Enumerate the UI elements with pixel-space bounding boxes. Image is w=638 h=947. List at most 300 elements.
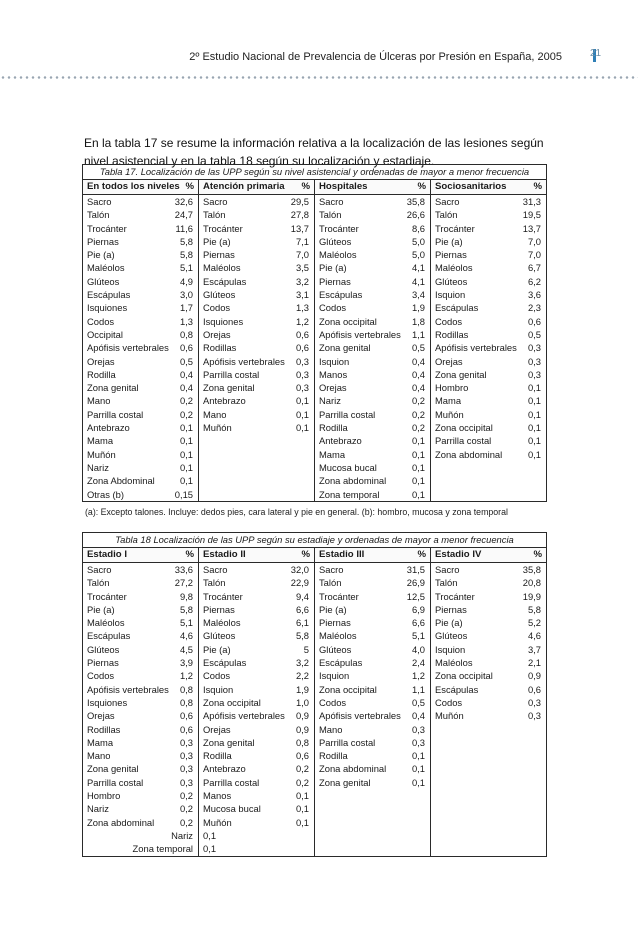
location-label: Pie (a) — [87, 603, 115, 615]
percent-value: 0,2 — [179, 790, 193, 802]
column-header — [431, 180, 546, 195]
table-18-caption: Tabla 18 Localización de las UPP según su estadiaje y ordenadas de mayor a menor frecuencia — [82, 532, 547, 547]
table-row — [199, 576, 314, 589]
location-label: Parrilla costal — [87, 408, 144, 420]
location-label: Pie (a) — [203, 235, 231, 247]
location-label: Apófisis vertebrales — [203, 710, 285, 722]
percent-value: 33,6 — [174, 564, 193, 575]
percent-value: 32,0 — [290, 564, 309, 575]
table-row — [315, 341, 430, 354]
location-label: Sacro — [319, 196, 344, 207]
table-row — [199, 643, 314, 656]
table-row — [315, 434, 430, 447]
column-unit: % — [417, 181, 426, 192]
table-row — [199, 301, 314, 314]
column-title: Estadio I — [87, 549, 127, 560]
table-row — [431, 434, 546, 447]
percent-value: 4,6 — [179, 630, 193, 642]
location-label: Occipital — [87, 328, 123, 340]
location-label: Muñón — [203, 816, 232, 828]
table-row — [199, 723, 314, 736]
location-label: Talón — [435, 209, 458, 221]
percent-value: 6,6 — [295, 603, 309, 615]
location-label: Maléolos — [319, 630, 357, 642]
location-label: Apófisis vertebrales — [319, 710, 401, 722]
location-label: Zona abdominal — [319, 475, 387, 487]
percent-value: 5 — [303, 643, 309, 655]
percent-value: 5,1 — [179, 262, 193, 274]
percent-value: 0,2 — [179, 803, 193, 815]
location-label: Rodillas — [203, 342, 237, 354]
column-unit: % — [533, 181, 542, 192]
percent-value: 3,2 — [295, 657, 309, 669]
percent-value: 0,3 — [295, 355, 309, 367]
intro-paragraph: En la tabla 17 se resume la información relativa a la localización de las lesiones según nivel asistencial y en la tabla 18 según su localización y estadiaje. — [84, 136, 544, 168]
location-label: Piernas — [319, 617, 351, 629]
percent-value: 0,2 — [179, 816, 193, 828]
column-title: Estadio IV — [435, 549, 482, 560]
percent-value: 0,5 — [411, 342, 425, 354]
location-label: Zona temporal — [319, 488, 380, 500]
table-row — [199, 222, 314, 235]
location-label: Trocánter — [203, 590, 243, 602]
location-label: Zona Abdominal — [87, 475, 155, 487]
location-label: Isquion — [435, 289, 466, 301]
table-row — [431, 802, 546, 815]
table-row — [315, 195, 430, 208]
table-row — [431, 301, 546, 314]
percent-value: 0,1 — [295, 395, 309, 407]
location-label: Isquiones — [87, 696, 128, 708]
table-row — [83, 842, 198, 855]
table-row — [83, 235, 198, 248]
percent-value: 0,1 — [411, 488, 425, 500]
table-row — [83, 603, 198, 616]
table-row — [199, 261, 314, 274]
percent-value: 7,0 — [295, 249, 309, 261]
percent-value: 0,6 — [295, 328, 309, 340]
table-row — [431, 643, 546, 656]
table-row — [315, 394, 430, 407]
percent-value: 3,7 — [527, 643, 541, 655]
percent-value: 0,3 — [179, 750, 193, 762]
table-row — [83, 629, 198, 642]
percent-value — [307, 842, 309, 855]
location-label: Mano — [319, 723, 343, 735]
percent-value: 0,4 — [179, 368, 193, 380]
percent-value: 0,1 — [411, 448, 425, 460]
location-label: Escápulas — [203, 275, 247, 287]
percent-value: 27,8 — [290, 209, 309, 221]
percent-value: 0,3 — [527, 342, 541, 354]
table-row — [199, 355, 314, 368]
percent-value: 5,1 — [411, 630, 425, 642]
percent-value: 3,5 — [295, 262, 309, 274]
table-row — [83, 474, 198, 487]
table-row — [431, 736, 546, 749]
location-label: Mano — [87, 395, 111, 407]
percent-value: 4,6 — [527, 630, 541, 642]
column-unit: % — [185, 181, 194, 192]
location-label: Mucosa bucal — [203, 803, 261, 815]
location-label: Mama — [319, 448, 346, 460]
table17-column — [314, 180, 430, 501]
percent-value: 0,3 — [295, 382, 309, 394]
percent-value: 0,3 — [411, 736, 425, 748]
percent-value: 3,2 — [295, 275, 309, 287]
table-row — [83, 576, 198, 589]
table-row — [315, 563, 430, 576]
location-label: Parrilla costal — [203, 368, 260, 380]
table-row — [431, 261, 546, 274]
table-row — [83, 643, 198, 656]
column-title: Estadio III — [319, 549, 365, 560]
percent-value: 0,8 — [179, 696, 193, 708]
percent-value: 3,4 — [411, 289, 425, 301]
table-row — [199, 288, 314, 301]
percent-value: 5,8 — [179, 603, 193, 615]
column-header — [315, 180, 430, 195]
table-row — [83, 736, 198, 749]
location-label: Zona occipital — [435, 670, 493, 682]
column-unit: % — [301, 549, 310, 560]
table-row — [83, 355, 198, 368]
location-label: Pie (a) — [435, 235, 463, 247]
percent-value: 0,1 — [295, 816, 309, 828]
location-label: Codos — [435, 315, 463, 327]
table17-column — [198, 180, 314, 501]
percent-value: 9,4 — [295, 590, 309, 602]
percent-value — [307, 829, 309, 842]
table-row — [315, 816, 430, 829]
location-label: Talón — [87, 577, 110, 589]
location-label: Mama — [435, 395, 462, 407]
percent-value: 0,3 — [527, 355, 541, 367]
location-label: Glúteos — [87, 275, 120, 287]
table-row — [315, 368, 430, 381]
percent-value: 6,7 — [527, 262, 541, 274]
location-label: Hombro — [87, 790, 121, 802]
percent-value: 0,6 — [527, 683, 541, 695]
location-label: Antebrazo — [203, 763, 246, 775]
table-row — [315, 448, 430, 461]
percent-value: 0,5 — [411, 696, 425, 708]
location-label: Zona occipital — [203, 696, 261, 708]
percent-value: 5,0 — [411, 249, 425, 261]
percent-value: 0,5 — [179, 355, 193, 367]
table-row — [199, 474, 314, 487]
location-label: Glúteos — [435, 630, 468, 642]
location-label: Orejas — [87, 710, 115, 722]
percent-value: 4,5 — [179, 643, 193, 655]
table-row — [83, 776, 198, 789]
percent-value: 0,1 — [179, 461, 193, 473]
table-row — [315, 842, 430, 855]
table-row — [315, 669, 430, 682]
percent-value: 26,6 — [406, 209, 425, 221]
location-label: Apófisis vertebrales — [435, 342, 517, 354]
percent-value: Zona temporal — [132, 843, 193, 855]
location-label: Zona genital — [203, 382, 255, 394]
percent-value: 6,9 — [411, 603, 425, 615]
percent-value: 1,3 — [179, 315, 193, 327]
table-row — [431, 248, 546, 261]
percent-value: 2,3 — [527, 302, 541, 314]
percent-value: 5,0 — [411, 235, 425, 247]
location-label: Zona occipital — [435, 422, 493, 434]
percent-value: 27,2 — [174, 577, 193, 589]
table-row — [431, 576, 546, 589]
table-row — [431, 749, 546, 762]
location-label: Trocánter — [87, 590, 127, 602]
location-label: Trocánter — [435, 590, 475, 602]
percent-value: 9,8 — [179, 590, 193, 602]
percent-value: 0,8 — [179, 328, 193, 340]
percent-value: 0,1 — [179, 475, 193, 487]
table-row — [315, 474, 430, 487]
table-row — [83, 301, 198, 314]
location-label: Apófisis vertebrales — [87, 342, 169, 354]
table-row — [83, 208, 198, 221]
location-label: Escápulas — [203, 657, 247, 669]
percent-value: 0,2 — [411, 408, 425, 420]
percent-value: 8,6 — [411, 222, 425, 234]
percent-value: 5,8 — [179, 249, 193, 261]
percent-value: 0,6 — [179, 723, 193, 735]
percent-value: 1,1 — [411, 328, 425, 340]
percent-value: 0,6 — [295, 342, 309, 354]
location-label: Zona occipital — [319, 683, 377, 695]
percent-value: 4,1 — [411, 262, 425, 274]
location-label: Rodillas — [435, 328, 469, 340]
location-label: Muñón — [435, 408, 464, 420]
table-row — [315, 488, 430, 501]
table-row — [199, 696, 314, 709]
percent-value: 6,1 — [295, 617, 309, 629]
location-label: Escápulas — [319, 657, 363, 669]
location-label: Mama — [87, 435, 114, 447]
table-row — [315, 709, 430, 722]
table-row — [83, 328, 198, 341]
location-label: Rodilla — [319, 422, 348, 434]
table-row — [315, 248, 430, 261]
table-row — [83, 394, 198, 407]
percent-value: 0,1 — [411, 475, 425, 487]
table-row — [431, 275, 546, 288]
location-label: Maléolos — [87, 617, 125, 629]
location-label: Escápulas — [435, 302, 479, 314]
location-label: Isquion — [203, 683, 234, 695]
location-label: Isquion — [319, 355, 350, 367]
location-label: Sacro — [319, 564, 344, 575]
table-row — [315, 696, 430, 709]
location-label: Isquion — [435, 643, 466, 655]
location-label: Glúteos — [319, 643, 352, 655]
column-title: Atención primaria — [203, 181, 285, 192]
table-row — [199, 421, 314, 434]
table-row — [83, 434, 198, 447]
table18-column — [83, 548, 198, 856]
percent-value: 31,3 — [522, 196, 541, 207]
table-row — [199, 461, 314, 474]
table-row — [199, 195, 314, 208]
table-row — [199, 434, 314, 447]
percent-value: 0,2 — [411, 395, 425, 407]
percent-value: 19,5 — [522, 209, 541, 221]
table-row — [83, 829, 198, 842]
percent-value: 20,8 — [522, 577, 541, 589]
table-row — [315, 328, 430, 341]
table-row — [315, 235, 430, 248]
location-label: Maléolos — [435, 262, 473, 274]
column-unit: % — [533, 549, 542, 560]
location-label: Nariz — [319, 395, 341, 407]
location-label: Zona abdominal — [319, 763, 387, 775]
location-label: Piernas — [87, 657, 119, 669]
percent-value: 1,0 — [295, 696, 309, 708]
location-label: Maléolos — [435, 657, 473, 669]
column-header — [315, 548, 430, 563]
table-row — [199, 248, 314, 261]
location-label: Parrilla costal — [203, 776, 260, 788]
percent-value: 4,1 — [411, 275, 425, 287]
location-label: Orejas — [319, 382, 347, 394]
table-row — [199, 275, 314, 288]
table-row — [315, 749, 430, 762]
table-row — [315, 301, 430, 314]
percent-value: 6,6 — [411, 617, 425, 629]
location-label: Pie (a) — [319, 603, 347, 615]
table-row — [431, 669, 546, 682]
percent-value: 0,3 — [527, 710, 541, 722]
percent-value: 26,9 — [406, 577, 425, 589]
location-label: Pie (a) — [87, 249, 115, 261]
percent-value: 0,1 — [295, 408, 309, 420]
table-row — [83, 195, 198, 208]
percent-value: 0,2 — [295, 763, 309, 775]
percent-value: 13,7 — [290, 222, 309, 234]
percent-value: 5,8 — [295, 630, 309, 642]
percent-value: 0,3 — [179, 763, 193, 775]
table-row — [199, 789, 314, 802]
location-label: Trocánter — [203, 222, 243, 234]
table-row — [83, 248, 198, 261]
location-label: Mano — [87, 750, 111, 762]
table-row — [83, 488, 198, 501]
table-row — [431, 488, 546, 501]
table-row — [83, 421, 198, 434]
percent-value: Nariz — [171, 829, 193, 841]
percent-value: 3,1 — [295, 289, 309, 301]
table-18-grid — [82, 547, 547, 857]
table-row — [315, 789, 430, 802]
table-row — [83, 696, 198, 709]
location-label: Maléolos — [87, 262, 125, 274]
location-label: 0,1 — [203, 829, 217, 841]
table17-column — [83, 180, 198, 501]
table-row — [83, 816, 198, 829]
location-label: Manos — [203, 790, 232, 802]
percent-value: 5,8 — [179, 235, 193, 247]
table-row — [199, 408, 314, 421]
column-unit: % — [185, 549, 194, 560]
percent-value: 1,8 — [411, 315, 425, 327]
table-row — [199, 341, 314, 354]
percent-value: 11,6 — [175, 222, 193, 234]
table-row — [315, 275, 430, 288]
percent-value: 0,9 — [295, 710, 309, 722]
table-row — [199, 488, 314, 501]
location-label: Trocánter — [319, 222, 359, 234]
table-row — [199, 208, 314, 221]
location-label: Piernas — [203, 249, 235, 261]
percent-value: 22,9 — [290, 577, 309, 589]
percent-value: 24,7 — [174, 209, 193, 221]
column-title: Sociosanitarios — [435, 181, 507, 192]
table-row — [315, 408, 430, 421]
percent-value: 13,7 — [522, 222, 541, 234]
location-label: Isquion — [319, 670, 350, 682]
table-row — [199, 736, 314, 749]
location-label: Trocánter — [87, 222, 127, 234]
location-label: Orejas — [203, 328, 231, 340]
table-row — [83, 261, 198, 274]
table-row — [315, 776, 430, 789]
percent-value: 0,3 — [527, 696, 541, 708]
table-row — [199, 749, 314, 762]
table-row — [431, 723, 546, 736]
table-row — [199, 448, 314, 461]
table-17-grid — [82, 179, 547, 502]
table-row — [315, 590, 430, 603]
percent-value: 31,5 — [406, 564, 425, 575]
location-label: Antebrazo — [87, 422, 130, 434]
location-label: Pie (a) — [203, 643, 231, 655]
location-label: Mama — [87, 736, 114, 748]
table-row — [431, 195, 546, 208]
table-row — [315, 576, 430, 589]
table-row — [431, 656, 546, 669]
location-label: Rodilla — [203, 750, 232, 762]
table-row — [199, 709, 314, 722]
table-row — [199, 656, 314, 669]
percent-value: 2,1 — [527, 657, 541, 669]
location-label: Parrilla costal — [435, 435, 492, 447]
percent-value: 19,9 — [522, 590, 541, 602]
location-label: Rodillas — [87, 723, 121, 735]
table-row — [315, 829, 430, 842]
percent-value: 0,6 — [527, 315, 541, 327]
location-label: Zona genital — [87, 763, 139, 775]
table-row — [431, 789, 546, 802]
column-header — [199, 548, 314, 563]
location-label: Glúteos — [203, 630, 236, 642]
table-row — [315, 261, 430, 274]
percent-value: 12,5 — [406, 590, 425, 602]
table-row — [199, 328, 314, 341]
table-row — [315, 381, 430, 394]
location-label: Muñón — [87, 448, 116, 460]
table-row — [431, 421, 546, 434]
table-row — [83, 275, 198, 288]
table-row — [315, 629, 430, 642]
table-row — [83, 683, 198, 696]
table-row — [83, 762, 198, 775]
percent-value: 0,2 — [295, 776, 309, 788]
location-label: Sacro — [435, 196, 460, 207]
table-row — [431, 816, 546, 829]
location-label: Sacro — [87, 196, 112, 207]
